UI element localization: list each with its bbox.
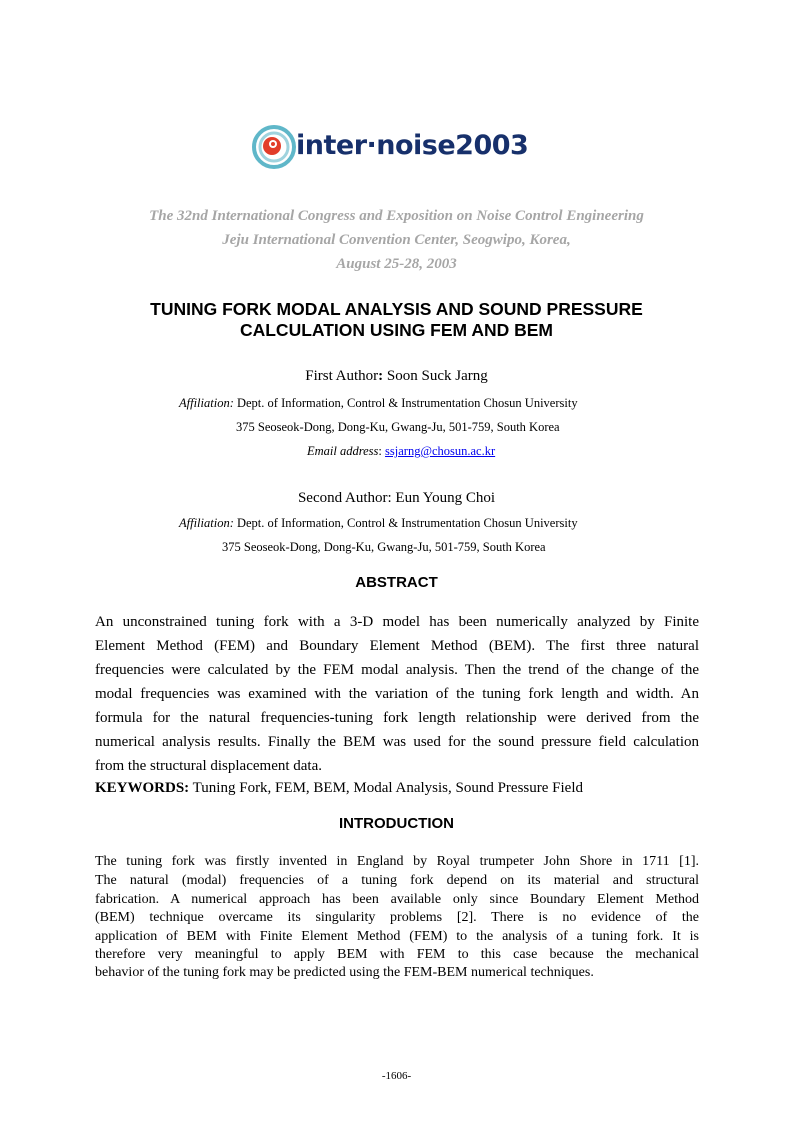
abstract-line: formula for the natural frequencies-tuning fork length relationship were derived from the: [95, 710, 699, 726]
paper-title-line2: CALCULATION USING FEM AND BEM: [239, 320, 554, 340]
intro-line: behavior of the tuning fork may be predicted using the FEM-BEM numerical techniques.: [95, 965, 594, 980]
swirl-logo-icon: [252, 120, 298, 174]
abstract-line: modal frequencies was examined with the variation of the tuning fork length and width. An: [95, 686, 699, 702]
first-author-affiliation: [179, 396, 578, 411]
abstract-line: An unconstrained tuning fork with a 3-D model has been numerically analyzed by Finite: [95, 614, 699, 630]
affiliation-label: Affiliation:: [179, 396, 234, 410]
abstract-line: Element Method (FEM) and Boundary Element Method (BEM). The first three natural: [95, 638, 699, 654]
introduction-heading: INTRODUCTION: [339, 815, 454, 832]
email-label: Email address: [307, 444, 379, 458]
keywords-label: KEYWORDS:: [95, 780, 190, 796]
conference-venue: Jeju International Convention Center, Seogwipo, Korea,: [222, 232, 571, 248]
paper-title-line1: TUNING FORK MODAL ANALYSIS AND SOUND PRESSURE: [150, 299, 643, 319]
logo-text: inter·noise2003: [296, 130, 529, 161]
intro-line: The natural (modal) frequencies of a tuning fork depend on its material and structural: [95, 873, 699, 888]
intro-line: (BEM) technique overcame its singularity problems [2]. There is no evidence of the: [95, 910, 699, 925]
email-link[interactable]: ssjarng@chosun.ac.kr: [385, 444, 496, 458]
intro-line: application of BEM with Finite Element Method (FEM) to the analysis of a tuning fork. It is: [95, 929, 699, 944]
keywords: [95, 778, 583, 798]
affiliation-text: Dept. of Information, Control & Instrumentation Chosun University: [236, 396, 578, 410]
intro-line: therefore very meaningful to apply BEM with FEM to this case because the mechanical: [95, 947, 699, 962]
first-author: First Author: Soon Suck Jarng: [305, 368, 488, 384]
second-author-affiliation: [179, 516, 578, 531]
intro-line: The tuning fork was firstly invented in England by Royal trumpeter John Shore in 1711 [1].: [95, 854, 699, 869]
conference-name: The 32nd International Congress and Exposition on Noise Control Engineering: [149, 208, 644, 224]
first-author-address: 375 Seoseok-Dong, Dong-Ku, Gwang-Ju, 501-759, South Korea: [236, 420, 560, 434]
first-author-email: Email address: ssjarng@chosun.ac.kr: [307, 444, 496, 458]
first-author-name: Soon Suck Jarng: [386, 368, 488, 384]
conference-logo: [252, 120, 542, 174]
abstract-line: numerical analysis results. Finally the BEM was used for the sound pressure field calculation: [95, 734, 699, 750]
first-author-label: First Author: [305, 368, 379, 384]
intro-line: fabrication. A numerical approach has been available only since Boundary Element Method: [95, 892, 699, 907]
keywords-list: Tuning Fork, FEM, BEM, Modal Analysis, Sound Pressure Field: [192, 780, 583, 796]
second-author: Second Author: Eun Young Choi: [297, 490, 496, 506]
affiliation-label: Affiliation:: [179, 516, 234, 530]
conference-dates: August 25-28, 2003: [336, 256, 457, 272]
abstract-heading: ABSTRACT: [355, 574, 438, 591]
abstract-line: from the structural displacement data.: [95, 758, 322, 774]
page-number: -1606-: [381, 1070, 412, 1082]
affiliation-text: Dept. of Information, Control & Instrumentation Chosun University: [236, 516, 578, 530]
second-author-address: 375 Seoseok-Dong, Dong-Ku, Gwang-Ju, 501-759, South Korea: [222, 540, 546, 554]
abstract-line: frequencies were calculated by the FEM modal analysis. Then the trend of the change of the: [95, 662, 699, 678]
